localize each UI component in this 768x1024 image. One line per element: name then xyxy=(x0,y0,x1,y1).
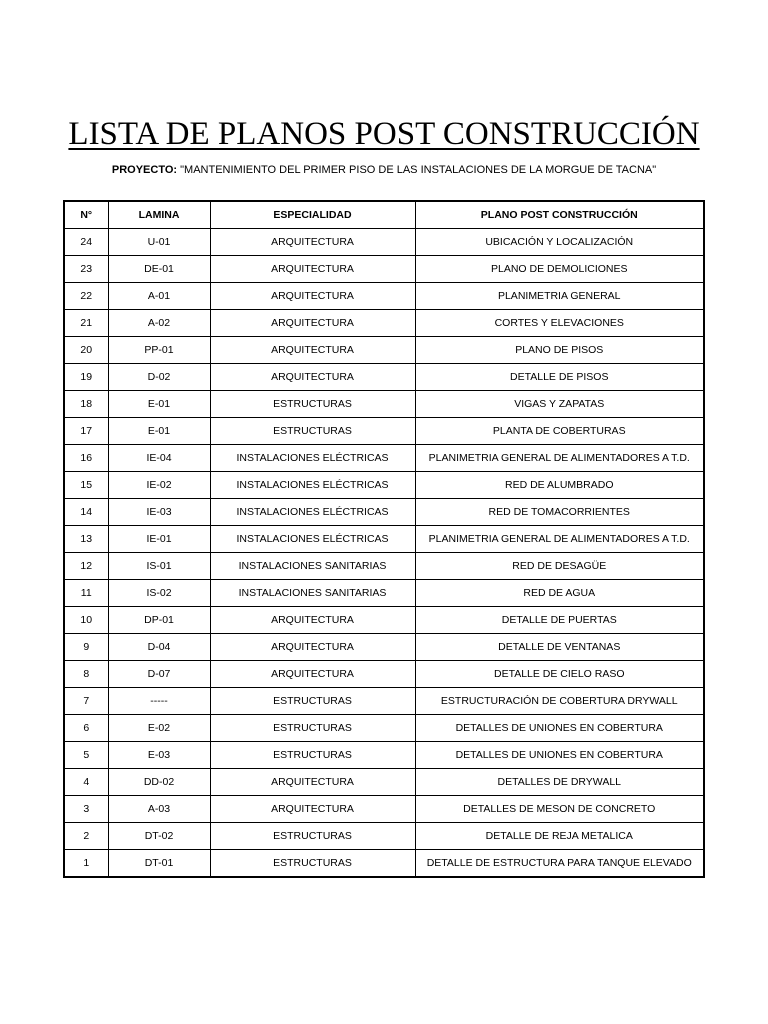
cell-lamina: PP-01 xyxy=(108,337,210,364)
cell-number: 19 xyxy=(64,364,108,391)
table-row xyxy=(64,553,704,580)
table-body xyxy=(64,229,704,878)
cell-lamina: IE-01 xyxy=(108,526,210,553)
cell-especialidad: ARQUITECTURA xyxy=(210,661,415,688)
cell-lamina: D-07 xyxy=(108,661,210,688)
table-row xyxy=(64,472,704,499)
cell-especialidad: ARQUITECTURA xyxy=(210,256,415,283)
cell-especialidad: ESTRUCTURAS xyxy=(210,742,415,769)
cell-number: 14 xyxy=(64,499,108,526)
cell-plano: PLANO DE DEMOLICIONES xyxy=(415,256,704,283)
cell-lamina: IE-04 xyxy=(108,445,210,472)
table-row xyxy=(64,796,704,823)
table-row xyxy=(64,526,704,553)
cell-especialidad: ARQUITECTURA xyxy=(210,634,415,661)
cell-plano: DETALLE DE CIELO RASO xyxy=(415,661,704,688)
cell-number: 2 xyxy=(64,823,108,850)
cell-lamina: E-01 xyxy=(108,418,210,445)
cell-plano: RED DE ALUMBRADO xyxy=(415,472,704,499)
cell-number: 7 xyxy=(64,688,108,715)
table-row xyxy=(64,418,704,445)
cell-number: 6 xyxy=(64,715,108,742)
header-lamina: LAMINA xyxy=(108,201,210,229)
cell-especialidad: INSTALACIONES ELÉCTRICAS xyxy=(210,445,415,472)
cell-plano: RED DE AGUA xyxy=(415,580,704,607)
cell-especialidad: ARQUITECTURA xyxy=(210,364,415,391)
cell-especialidad: INSTALACIONES ELÉCTRICAS xyxy=(210,499,415,526)
table-row xyxy=(64,850,704,878)
cell-especialidad: INSTALACIONES SANITARIAS xyxy=(210,580,415,607)
cell-especialidad: ARQUITECTURA xyxy=(210,607,415,634)
cell-number: 13 xyxy=(64,526,108,553)
table-row xyxy=(64,283,704,310)
cell-especialidad: ARQUITECTURA xyxy=(210,337,415,364)
cell-lamina: D-02 xyxy=(108,364,210,391)
cell-especialidad: INSTALACIONES SANITARIAS xyxy=(210,553,415,580)
cell-number: 15 xyxy=(64,472,108,499)
cell-plano: DETALLE DE VENTANAS xyxy=(415,634,704,661)
cell-especialidad: ARQUITECTURA xyxy=(210,769,415,796)
cell-lamina: A-03 xyxy=(108,796,210,823)
cell-lamina: DD-02 xyxy=(108,769,210,796)
cell-lamina: DP-01 xyxy=(108,607,210,634)
cell-lamina: DT-02 xyxy=(108,823,210,850)
cell-plano: DETALLE DE PUERTAS xyxy=(415,607,704,634)
header-number: N° xyxy=(64,201,108,229)
cell-number: 8 xyxy=(64,661,108,688)
project-value: "MANTENIMIENTO DEL PRIMER PISO DE LAS INSTALACIONES DE LA MORGUE DE TACNA" xyxy=(180,164,657,176)
plans-table xyxy=(63,200,705,878)
cell-lamina: A-01 xyxy=(108,283,210,310)
cell-lamina: IE-02 xyxy=(108,472,210,499)
cell-lamina: U-01 xyxy=(108,229,210,256)
table-row xyxy=(64,337,704,364)
table-row xyxy=(64,310,704,337)
cell-especialidad: ESTRUCTURAS xyxy=(210,715,415,742)
cell-lamina: ----- xyxy=(108,688,210,715)
cell-plano: DETALLES DE MESON DE CONCRETO xyxy=(415,796,704,823)
page-title-text: LISTA DE PLANOS POST CONSTRUCCIÓN xyxy=(68,116,700,152)
table-row xyxy=(64,769,704,796)
cell-number: 23 xyxy=(64,256,108,283)
cell-lamina: E-02 xyxy=(108,715,210,742)
cell-plano: RED DE DESAGÜE xyxy=(415,553,704,580)
table-row xyxy=(64,445,704,472)
cell-lamina: IS-02 xyxy=(108,580,210,607)
cell-plano: PLANIMETRIA GENERAL DE ALIMENTADORES A T.D. xyxy=(415,445,704,472)
cell-number: 21 xyxy=(64,310,108,337)
cell-number: 3 xyxy=(64,796,108,823)
cell-plano: PLANO DE PISOS xyxy=(415,337,704,364)
cell-lamina: D-04 xyxy=(108,634,210,661)
table-row xyxy=(64,364,704,391)
cell-plano: RED DE TOMACORRIENTES xyxy=(415,499,704,526)
cell-plano: PLANTA DE COBERTURAS xyxy=(415,418,704,445)
cell-lamina: IE-03 xyxy=(108,499,210,526)
cell-plano: DETALLE DE PISOS xyxy=(415,364,704,391)
cell-especialidad: ARQUITECTURA xyxy=(210,229,415,256)
cell-number: 20 xyxy=(64,337,108,364)
cell-lamina: A-02 xyxy=(108,310,210,337)
cell-especialidad: ARQUITECTURA xyxy=(210,283,415,310)
cell-especialidad: ESTRUCTURAS xyxy=(210,823,415,850)
project-label: PROYECTO: xyxy=(111,164,178,176)
table-row xyxy=(64,634,704,661)
cell-plano: CORTES Y ELEVACIONES xyxy=(415,310,704,337)
cell-lamina: IS-01 xyxy=(108,553,210,580)
header-especialidad: ESPECIALIDAD xyxy=(210,201,415,229)
cell-number: 17 xyxy=(64,418,108,445)
cell-number: 11 xyxy=(64,580,108,607)
header-plano: PLANO POST CONSTRUCCIÓN xyxy=(415,201,704,229)
cell-especialidad: ESTRUCTURAS xyxy=(210,688,415,715)
cell-especialidad: INSTALACIONES ELÉCTRICAS xyxy=(210,526,415,553)
table-row xyxy=(64,607,704,634)
table-row xyxy=(64,499,704,526)
table-header-row xyxy=(64,201,704,229)
cell-number: 24 xyxy=(64,229,108,256)
cell-especialidad: ARQUITECTURA xyxy=(210,796,415,823)
cell-especialidad: ESTRUCTURAS xyxy=(210,850,415,878)
cell-especialidad: ARQUITECTURA xyxy=(210,310,415,337)
cell-lamina: E-03 xyxy=(108,742,210,769)
cell-plano: DETALLES DE DRYWALL xyxy=(415,769,704,796)
cell-number: 10 xyxy=(64,607,108,634)
table-row xyxy=(64,742,704,769)
cell-number: 4 xyxy=(64,769,108,796)
cell-number: 5 xyxy=(64,742,108,769)
cell-plano: VIGAS Y ZAPATAS xyxy=(415,391,704,418)
cell-lamina: DT-01 xyxy=(108,850,210,878)
cell-plano: DETALLE DE REJA METALICA xyxy=(415,823,704,850)
cell-lamina: DE-01 xyxy=(108,256,210,283)
cell-number: 22 xyxy=(64,283,108,310)
cell-plano: DETALLE DE ESTRUCTURA PARA TANQUE ELEVADO xyxy=(415,850,704,878)
project-line xyxy=(0,162,768,178)
table-row xyxy=(64,661,704,688)
cell-number: 16 xyxy=(64,445,108,472)
table-row xyxy=(64,229,704,256)
cell-plano: PLANIMETRIA GENERAL DE ALIMENTADORES A T.D. xyxy=(415,526,704,553)
cell-plano: ESTRUCTURACIÓN DE COBERTURA DRYWALL xyxy=(415,688,704,715)
cell-especialidad: ESTRUCTURAS xyxy=(210,391,415,418)
cell-number: 9 xyxy=(64,634,108,661)
table-row xyxy=(64,823,704,850)
cell-plano: PLANIMETRIA GENERAL xyxy=(415,283,704,310)
cell-lamina: E-01 xyxy=(108,391,210,418)
cell-plano: DETALLES DE UNIONES EN COBERTURA xyxy=(415,742,704,769)
cell-number: 12 xyxy=(64,553,108,580)
cell-number: 18 xyxy=(64,391,108,418)
cell-number: 1 xyxy=(64,850,108,878)
table-row xyxy=(64,580,704,607)
table-row xyxy=(64,256,704,283)
page-title xyxy=(0,112,768,156)
cell-especialidad: INSTALACIONES ELÉCTRICAS xyxy=(210,472,415,499)
cell-plano: DETALLES DE UNIONES EN COBERTURA xyxy=(415,715,704,742)
table-row xyxy=(64,688,704,715)
cell-especialidad: ESTRUCTURAS xyxy=(210,418,415,445)
table-row xyxy=(64,391,704,418)
table-row xyxy=(64,715,704,742)
cell-plano: UBICACIÓN Y LOCALIZACIÓN xyxy=(415,229,704,256)
